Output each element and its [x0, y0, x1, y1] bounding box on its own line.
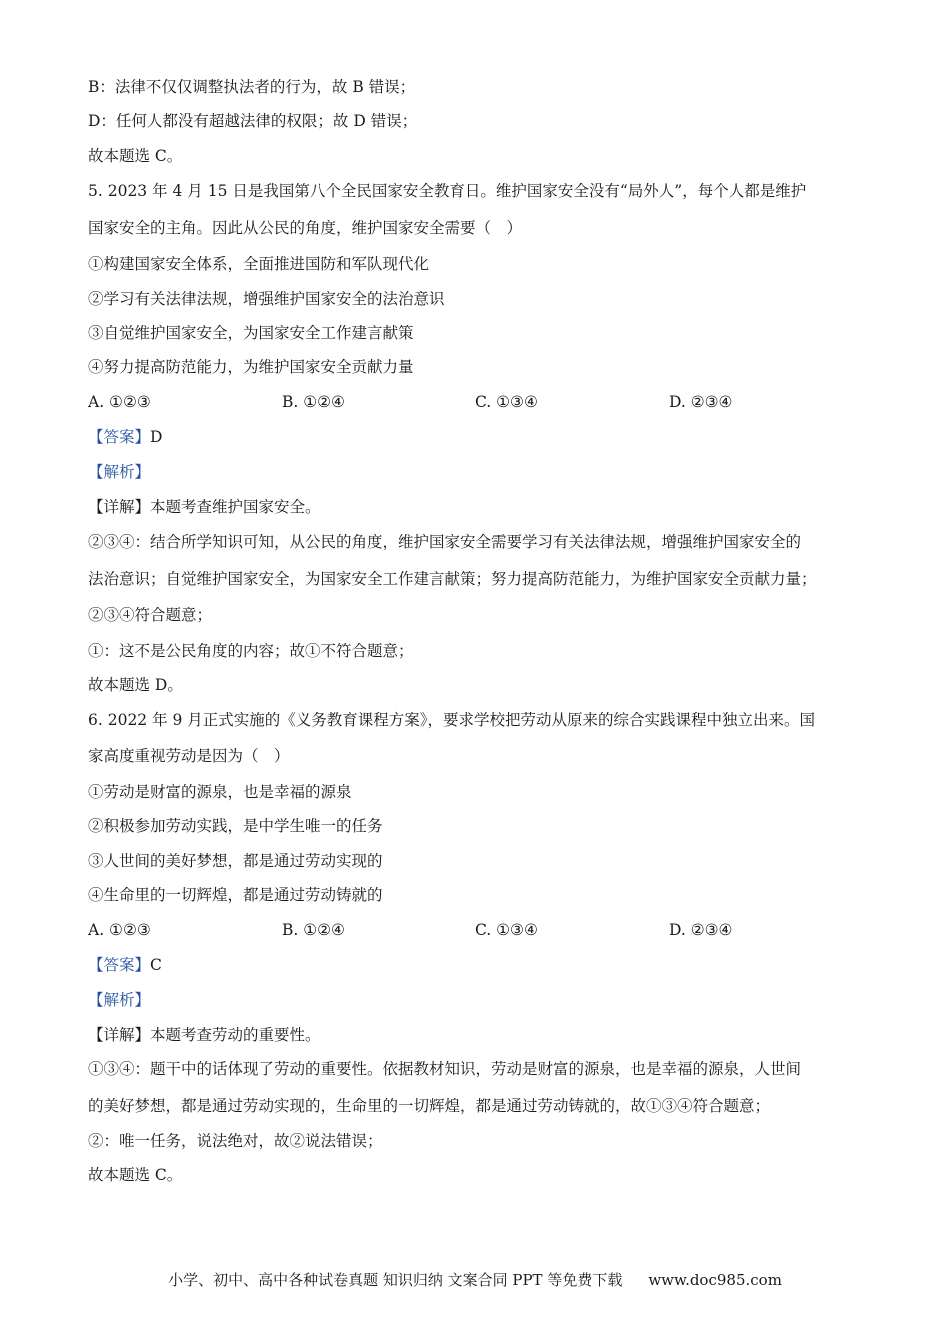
option-b: B. ①②④	[282, 393, 345, 411]
explanation-line: ②③④符合题意；	[88, 606, 213, 624]
question-5-item: ④努力提高防范能力，为维护国家安全贡献力量	[88, 358, 414, 376]
explanation-line: 法治意识；自觉维护国家安全，为国家安全工作建言献策；努力提高防范能力，为维护国家安全贡献力量；	[88, 570, 817, 588]
explanation-line: 故本题选 D。	[88, 676, 183, 694]
question-6-item: ②积极参加劳动实践，是中学生唯一的任务	[88, 817, 383, 835]
explanation-line: ①③④：题干中的话体现了劳动的重要性。依据教材知识，劳动是财富的源泉，也是幸福的源泉，人世间	[88, 1060, 802, 1078]
detail-line	[88, 1025, 321, 1045]
footer-text: 小学、初中、高中各种试卷真题 知识归纳 文案合同 PPT 等免费下载	[168, 1271, 623, 1289]
analysis-tag: 【解析】	[88, 991, 151, 1009]
option-c: C. ①③④	[475, 921, 538, 939]
option-c: C. ①③④	[475, 393, 538, 411]
explanation-line: ①：这不是公民角度的内容；故①不符合题意；	[88, 642, 414, 660]
question-5-item: ③自觉维护国家安全，为国家安全工作建言献策	[88, 324, 414, 342]
answer-line	[88, 955, 162, 975]
question-6-item: ④生命里的一切辉煌，都是通过劳动铸就的	[88, 886, 383, 904]
answer-tag: 【答案】	[88, 428, 151, 446]
option-a: A. ①②③	[88, 393, 151, 411]
detail-text: 本题考查维护国家安全。	[150, 498, 321, 516]
analysis-tag: 【解析】	[88, 463, 151, 481]
question-6-stem-cont: 家高度重视劳动是因为（ ）	[88, 747, 290, 765]
question-6-item: ③人世间的美好梦想，都是通过劳动实现的	[88, 852, 383, 870]
text-line: D：任何人都没有超越法律的权限；故 D 错误；	[88, 112, 418, 130]
question-6-item: ①劳动是财富的源泉，也是幸福的源泉	[88, 783, 352, 801]
detail-tag: 【详解】	[88, 498, 151, 516]
question-5-stem-cont: 国家安全的主角。因此从公民的角度，维护国家安全需要（ ）	[88, 219, 523, 237]
explanation-line: 故本题选 C。	[88, 1166, 183, 1184]
question-5-item: ②学习有关法律法规，增强维护国家安全的法治意识	[88, 290, 445, 308]
explanation-line: ②③④：结合所学知识可知，从公民的角度，维护国家安全需要学习有关法律法规，增强维护国家安全的	[88, 533, 802, 551]
text-line: 故本题选 C。	[88, 147, 183, 165]
detail-line	[88, 497, 321, 517]
answer-tag: 【答案】	[88, 956, 151, 974]
explanation-line: 的美好梦想，都是通过劳动实现的，生命里的一切辉煌，都是通过劳动铸就的，故①③④符合题意；	[88, 1097, 771, 1115]
explanation-line: ②：唯一任务，说法绝对，故②说法错误；	[88, 1132, 383, 1150]
option-b: B. ①②④	[282, 921, 345, 939]
question-6-stem: 6. 2022 年 9 月正式实施的《义务教育课程方案》，要求学校把劳动从原来的综合实践课程中独立出来。国	[88, 711, 816, 729]
detail-text: 本题考查劳动的重要性。	[150, 1026, 321, 1044]
answer-value: D	[150, 428, 163, 446]
detail-tag: 【详解】	[88, 1026, 151, 1044]
question-5-stem: 5. 2023 年 4 月 15 日是我国第八个全民国家安全教育日。维护国家安全没有“局外人”，每个人都是维护	[88, 182, 807, 200]
answer-line	[88, 427, 162, 447]
option-d: D. ②③④	[669, 921, 733, 939]
question-5-item: ①构建国家安全体系，全面推进国防和军队现代化	[88, 255, 430, 273]
answer-value: C	[150, 956, 162, 974]
option-d: D. ②③④	[669, 393, 733, 411]
text-line: B：法律不仅仅调整执法者的行为，故 B 错误；	[88, 78, 416, 96]
footer-link[interactable]: www.doc985.com	[648, 1271, 782, 1289]
page-footer	[0, 1270, 950, 1290]
option-a: A. ①②③	[88, 921, 151, 939]
